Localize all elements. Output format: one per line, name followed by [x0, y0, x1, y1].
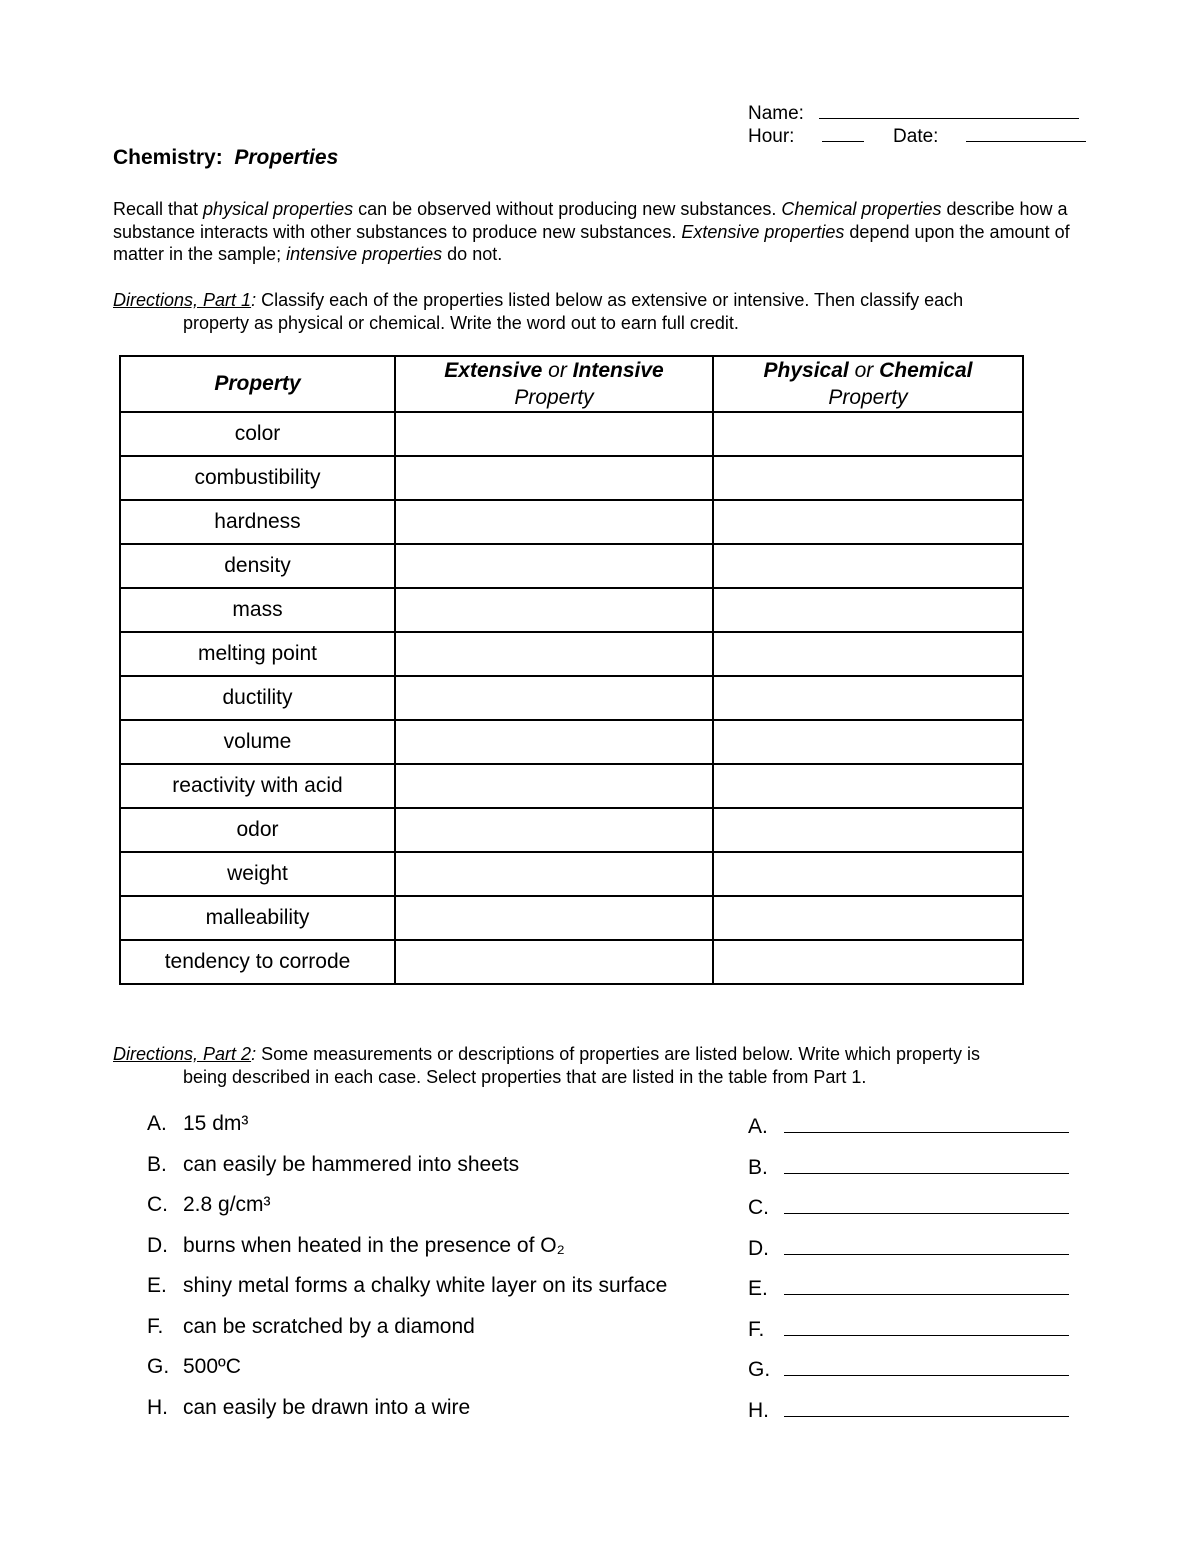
question-text: can be scratched by a diamond	[183, 1314, 475, 1338]
intro-paragraph	[113, 198, 1073, 266]
intro-text: describe how a substance interacts with other substances to produce new substances.	[113, 199, 1068, 242]
extensive-intensive-answer-cell[interactable]	[395, 544, 713, 588]
date-label: Date:	[893, 126, 939, 147]
hour-label: Hour:	[748, 126, 795, 147]
table-row	[120, 588, 1023, 632]
physical-chemical-answer-cell[interactable]	[713, 456, 1023, 500]
answer-item	[748, 1396, 1069, 1423]
table-row	[120, 808, 1023, 852]
table-header-row	[120, 356, 1023, 412]
answer-letter: F.	[748, 1317, 765, 1341]
properties-table	[119, 355, 1024, 985]
physical-chemical-answer-cell[interactable]	[713, 676, 1023, 720]
question-letter: E.	[147, 1274, 167, 1297]
answer-blank[interactable]	[784, 1396, 1069, 1417]
question-item	[147, 1274, 667, 1298]
question-letter: B.	[147, 1152, 167, 1176]
answer-item	[748, 1355, 1069, 1382]
physical-chemical-answer-cell[interactable]	[713, 720, 1023, 764]
extensive-intensive-answer-cell[interactable]	[395, 676, 713, 720]
title-emph: Properties	[234, 146, 339, 169]
answer-blank[interactable]	[784, 1315, 1069, 1336]
col-extensive-intensive-header: Extensive or Intensive Property	[395, 356, 713, 412]
property-name-cell: density	[120, 544, 395, 588]
physical-chemical-answer-cell[interactable]	[713, 940, 1023, 984]
answer-letter: H.	[748, 1398, 769, 1422]
physical-chemical-answer-cell[interactable]	[713, 588, 1023, 632]
property-name-cell: ductility	[120, 676, 395, 720]
answer-letter: D.	[748, 1236, 769, 1260]
property-name-cell: mass	[120, 588, 395, 632]
answer-letter: G.	[748, 1358, 771, 1381]
answer-item	[748, 1153, 1069, 1180]
part2-directions	[113, 1043, 1093, 1088]
answer-blank[interactable]	[784, 1112, 1069, 1133]
property-name-cell: weight	[120, 852, 395, 896]
question-text: 500ºC	[183, 1355, 241, 1378]
property-name-cell: tendency to corrode	[120, 940, 395, 984]
property-name-cell: reactivity with acid	[120, 764, 395, 808]
title-prefix: Chemistry:	[113, 146, 223, 169]
property-name-cell: combustibility	[120, 456, 395, 500]
date-input-line[interactable]	[966, 123, 1086, 142]
part1-directions	[113, 289, 1093, 334]
table-row	[120, 632, 1023, 676]
question-letter: F.	[147, 1314, 164, 1338]
answer-blank[interactable]	[784, 1355, 1069, 1376]
part2-colon: :	[251, 1044, 257, 1064]
answer-blank[interactable]	[784, 1153, 1069, 1174]
question-text: can easily be hammered into sheets	[183, 1152, 520, 1176]
intro-text: can be observed without producing new substances.	[353, 199, 782, 219]
table-row	[120, 764, 1023, 808]
question-letter: A.	[147, 1112, 167, 1135]
intro-text: do not.	[442, 244, 503, 264]
extensive-intensive-answer-cell[interactable]	[395, 808, 713, 852]
answer-blank[interactable]	[784, 1234, 1069, 1255]
name-field	[748, 100, 1079, 125]
physical-chemical-answer-cell[interactable]	[713, 764, 1023, 808]
question-text: shiny metal forms a chalky white layer on its surface	[183, 1274, 668, 1297]
physical-chemical-answer-cell[interactable]	[713, 544, 1023, 588]
extensive-intensive-answer-cell[interactable]	[395, 500, 713, 544]
table-row	[120, 412, 1023, 456]
extensive-intensive-answer-cell[interactable]	[395, 896, 713, 940]
question-item	[147, 1112, 248, 1136]
question-item	[147, 1355, 241, 1379]
intro-emph: physical properties	[203, 199, 354, 219]
col-property-header: Property	[120, 356, 395, 412]
table-row	[120, 720, 1023, 764]
physical-chemical-answer-cell[interactable]	[713, 412, 1023, 456]
extensive-intensive-answer-cell[interactable]	[395, 764, 713, 808]
physical-chemical-answer-cell[interactable]	[713, 808, 1023, 852]
answer-item	[748, 1112, 1069, 1139]
answer-blank[interactable]	[784, 1193, 1069, 1214]
table-row	[120, 896, 1023, 940]
question-item	[147, 1153, 519, 1177]
answer-item	[748, 1193, 1069, 1220]
answer-item	[748, 1234, 1069, 1261]
question-text: 2.8 g/cm³	[183, 1193, 271, 1216]
physical-chemical-answer-cell[interactable]	[713, 852, 1023, 896]
part1-label: Directions, Part 1	[113, 290, 252, 310]
property-name-cell: hardness	[120, 500, 395, 544]
property-name-cell: volume	[120, 720, 395, 764]
question-text: burns when heated in the presence of O₂	[183, 1233, 565, 1257]
hour-input-line[interactable]	[822, 123, 864, 142]
question-item	[147, 1193, 271, 1217]
answer-blank[interactable]	[784, 1274, 1069, 1295]
table-row	[120, 940, 1023, 984]
intro-text: depend upon the amount of matter in the sample;	[113, 221, 1070, 264]
table-row	[120, 500, 1023, 544]
extensive-intensive-answer-cell[interactable]	[395, 632, 713, 676]
physical-chemical-answer-cell[interactable]	[713, 500, 1023, 544]
physical-chemical-answer-cell[interactable]	[713, 896, 1023, 940]
part1-colon: :	[251, 290, 257, 310]
part1-text: Classify each of the properties listed below as extensive or intensive. Then classify each	[256, 290, 964, 310]
intro-text: Recall that	[113, 199, 204, 219]
extensive-intensive-answer-cell[interactable]	[395, 940, 713, 984]
question-letter: C.	[147, 1193, 168, 1216]
part2-text: being described in each case. Select properties that are listed in the table from Part 1.	[183, 1066, 867, 1087]
table-row	[120, 456, 1023, 500]
table-row	[120, 544, 1023, 588]
answer-item	[748, 1315, 1069, 1342]
extensive-intensive-answer-cell[interactable]	[395, 588, 713, 632]
answer-letter: B.	[748, 1155, 768, 1179]
question-item	[147, 1234, 565, 1258]
intro-emph: Extensive properties	[681, 221, 845, 242]
answer-item	[748, 1274, 1069, 1301]
part1-text: property as physical or chemical. Write the word out to earn full credit.	[183, 312, 739, 333]
extensive-intensive-answer-cell[interactable]	[395, 456, 713, 500]
question-text: 15 dm³	[183, 1112, 249, 1135]
col-physical-chemical-header: Physical or Chemical Property	[713, 356, 1023, 412]
question-letter: H.	[147, 1395, 168, 1419]
extensive-intensive-answer-cell[interactable]	[395, 720, 713, 764]
physical-chemical-answer-cell[interactable]	[713, 632, 1023, 676]
answer-letter: C.	[748, 1196, 769, 1219]
extensive-intensive-answer-cell[interactable]	[395, 412, 713, 456]
question-item	[147, 1315, 475, 1339]
question-item	[147, 1396, 470, 1420]
name-input-line[interactable]	[819, 100, 1079, 119]
property-name-cell: malleability	[120, 896, 395, 940]
answer-letter: A.	[748, 1115, 768, 1138]
table-row	[120, 676, 1023, 720]
part2-text: Some measurements or descriptions of properties are listed below. Write which property is	[256, 1044, 981, 1064]
property-name-cell: odor	[120, 808, 395, 852]
page-title	[113, 146, 338, 170]
name-label: Name:	[748, 103, 804, 124]
intro-emph: Chemical properties	[781, 199, 942, 219]
intro-emph: intensive properties	[286, 244, 443, 264]
extensive-intensive-answer-cell[interactable]	[395, 852, 713, 896]
answer-letter: E.	[748, 1277, 768, 1300]
part2-label: Directions, Part 2	[113, 1044, 252, 1064]
table-row	[120, 852, 1023, 896]
property-name-cell: melting point	[120, 632, 395, 676]
hour-date-field	[748, 123, 1086, 148]
property-name-cell: color	[120, 412, 395, 456]
question-letter: G.	[147, 1355, 170, 1378]
question-text: can easily be drawn into a wire	[183, 1395, 471, 1419]
question-letter: D.	[147, 1233, 168, 1257]
